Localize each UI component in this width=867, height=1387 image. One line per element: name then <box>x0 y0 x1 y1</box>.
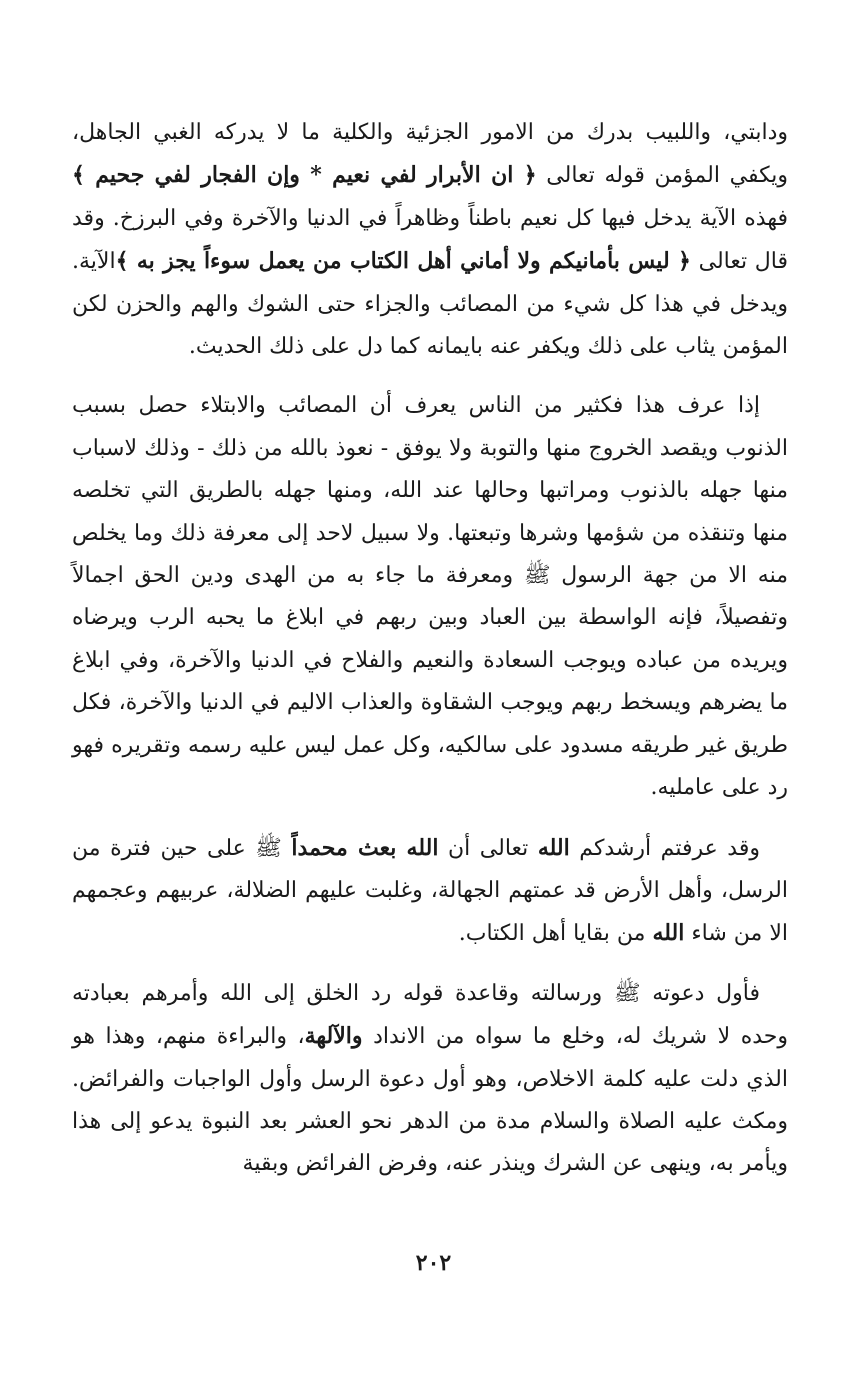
divine-name-2: الله بعث محمداً <box>291 834 439 861</box>
paragraph-4 <box>72 973 788 1186</box>
page-body <box>72 112 788 1186</box>
quran-verse-2: ﴿ ليس بأمانيكم ولا أماني أهل الكتاب من يعمل سوءاً يجز به ﴾ <box>115 248 691 275</box>
paragraph-1-text-a: ودابتي، واللبيب بدرك من الامور الجزئية والكلية ما لا يدركه الغبي الجاهل، ويكفي المؤمن قوله تعالى <box>72 120 789 189</box>
paragraph-1-text-c: الآية. ويدخل في هذا كل شيء من المصائب والجزاء حتى الشوك والهم والحزن لكن المؤمن يثاب على ذلك ويكفر عنه بايمانه كما دل على ذلك الحديث. <box>72 249 788 360</box>
paragraph-3-text-a: وقد عرفتم أرشدكم <box>569 835 760 861</box>
paragraph-3 <box>72 827 788 956</box>
paragraph-3-text-c: ﷺ على حين فترة من الرسل، وأهل الأرض قد عمتهم الجهالة، وغلبت عليهم الضلالة، عربيهم وعجمهم الا من شاء <box>72 835 788 947</box>
page-number: ٢٠٢ <box>415 1250 452 1276</box>
paragraph-3-text-d: من بقايا أهل الكتاب. <box>458 921 653 947</box>
divine-name-3: الله <box>652 920 685 947</box>
paragraph-2-text: إذا عرف هذا فكثير من الناس يعرف أن المصائب والابتلاء حصل بسبب الذنوب ويقصد الخروج منها والتوبة ولا يوفق - نعوذ بالله من ذلك - وذلك لاسباب منها جهله بالذنوب ومراتبها وحالها عند الله، ومنها جهله بالطريق التي تخلصه منها وتنقذه من شؤمها وشرها وتبعتها. ولا سبيل لاحد إلى معرفة ذلك وما يخلص منه الا من جهة الرسول ﷺ ومعرفة ما جاء به من الهدى ودين الحق اجمالاً وتفصيلاً، فإنه الواسطة بين العباد وبين ربهم في ابلاغ ما يحبه الرب ويرضاه ويريده من عباده ويوجب السعادة والنعيم والفلاح في الدنيا والآخرة، وفي ابلاغ ما يضرهم ويسخط ربهم ويوجب الشقاوة والعذاب الاليم في الدنيا والآخرة، فكل طريق غير طريقه مسدود على سالكيه، وكل عمل ليس عليه رسمه وتقريره فهو رد على عامليه. <box>72 393 788 801</box>
paragraph-3-text-b: تعالى أن <box>438 835 538 861</box>
divine-name-1: الله <box>537 834 570 861</box>
paragraph-4-text-b: ، والبراءة منهم، وهذا هو الذي دلت عليه كلمة الاخلاص، وهو أول دعوة الرسل وأول الواجبات والفرائض. ومكث عليه الصلاة والسلام مدة من الدهر نحو العشر بعد النبوة يدعو إلى هذا ويأمر به، وينهى عن الشرك وينذر عنه، وفرض الفرائض وبقية <box>72 1024 788 1177</box>
paragraph-1 <box>72 112 788 368</box>
paragraph-2 <box>72 385 788 809</box>
quran-verse-1: ﴿ ان الأبرار لفي نعيم * وإن الفجار لفي جحيم ﴾ <box>72 162 537 189</box>
paragraph-1-text-b: فهذه الآية يدخل فيها كل نعيم باطناً وظاهراً في الدنيا والآخرة وفي البرزخ. وقد قال تعالى <box>72 205 789 275</box>
paragraph-4-text-a: فأول دعوته ﷺ ورسالته وقاعدة قوله رد الخلق إلى الله وأمرهم بعبادته وحده لا شريك له، وخلع ما سواه من الانداد <box>72 980 788 1050</box>
bold-word: والآلهة <box>304 1023 363 1050</box>
